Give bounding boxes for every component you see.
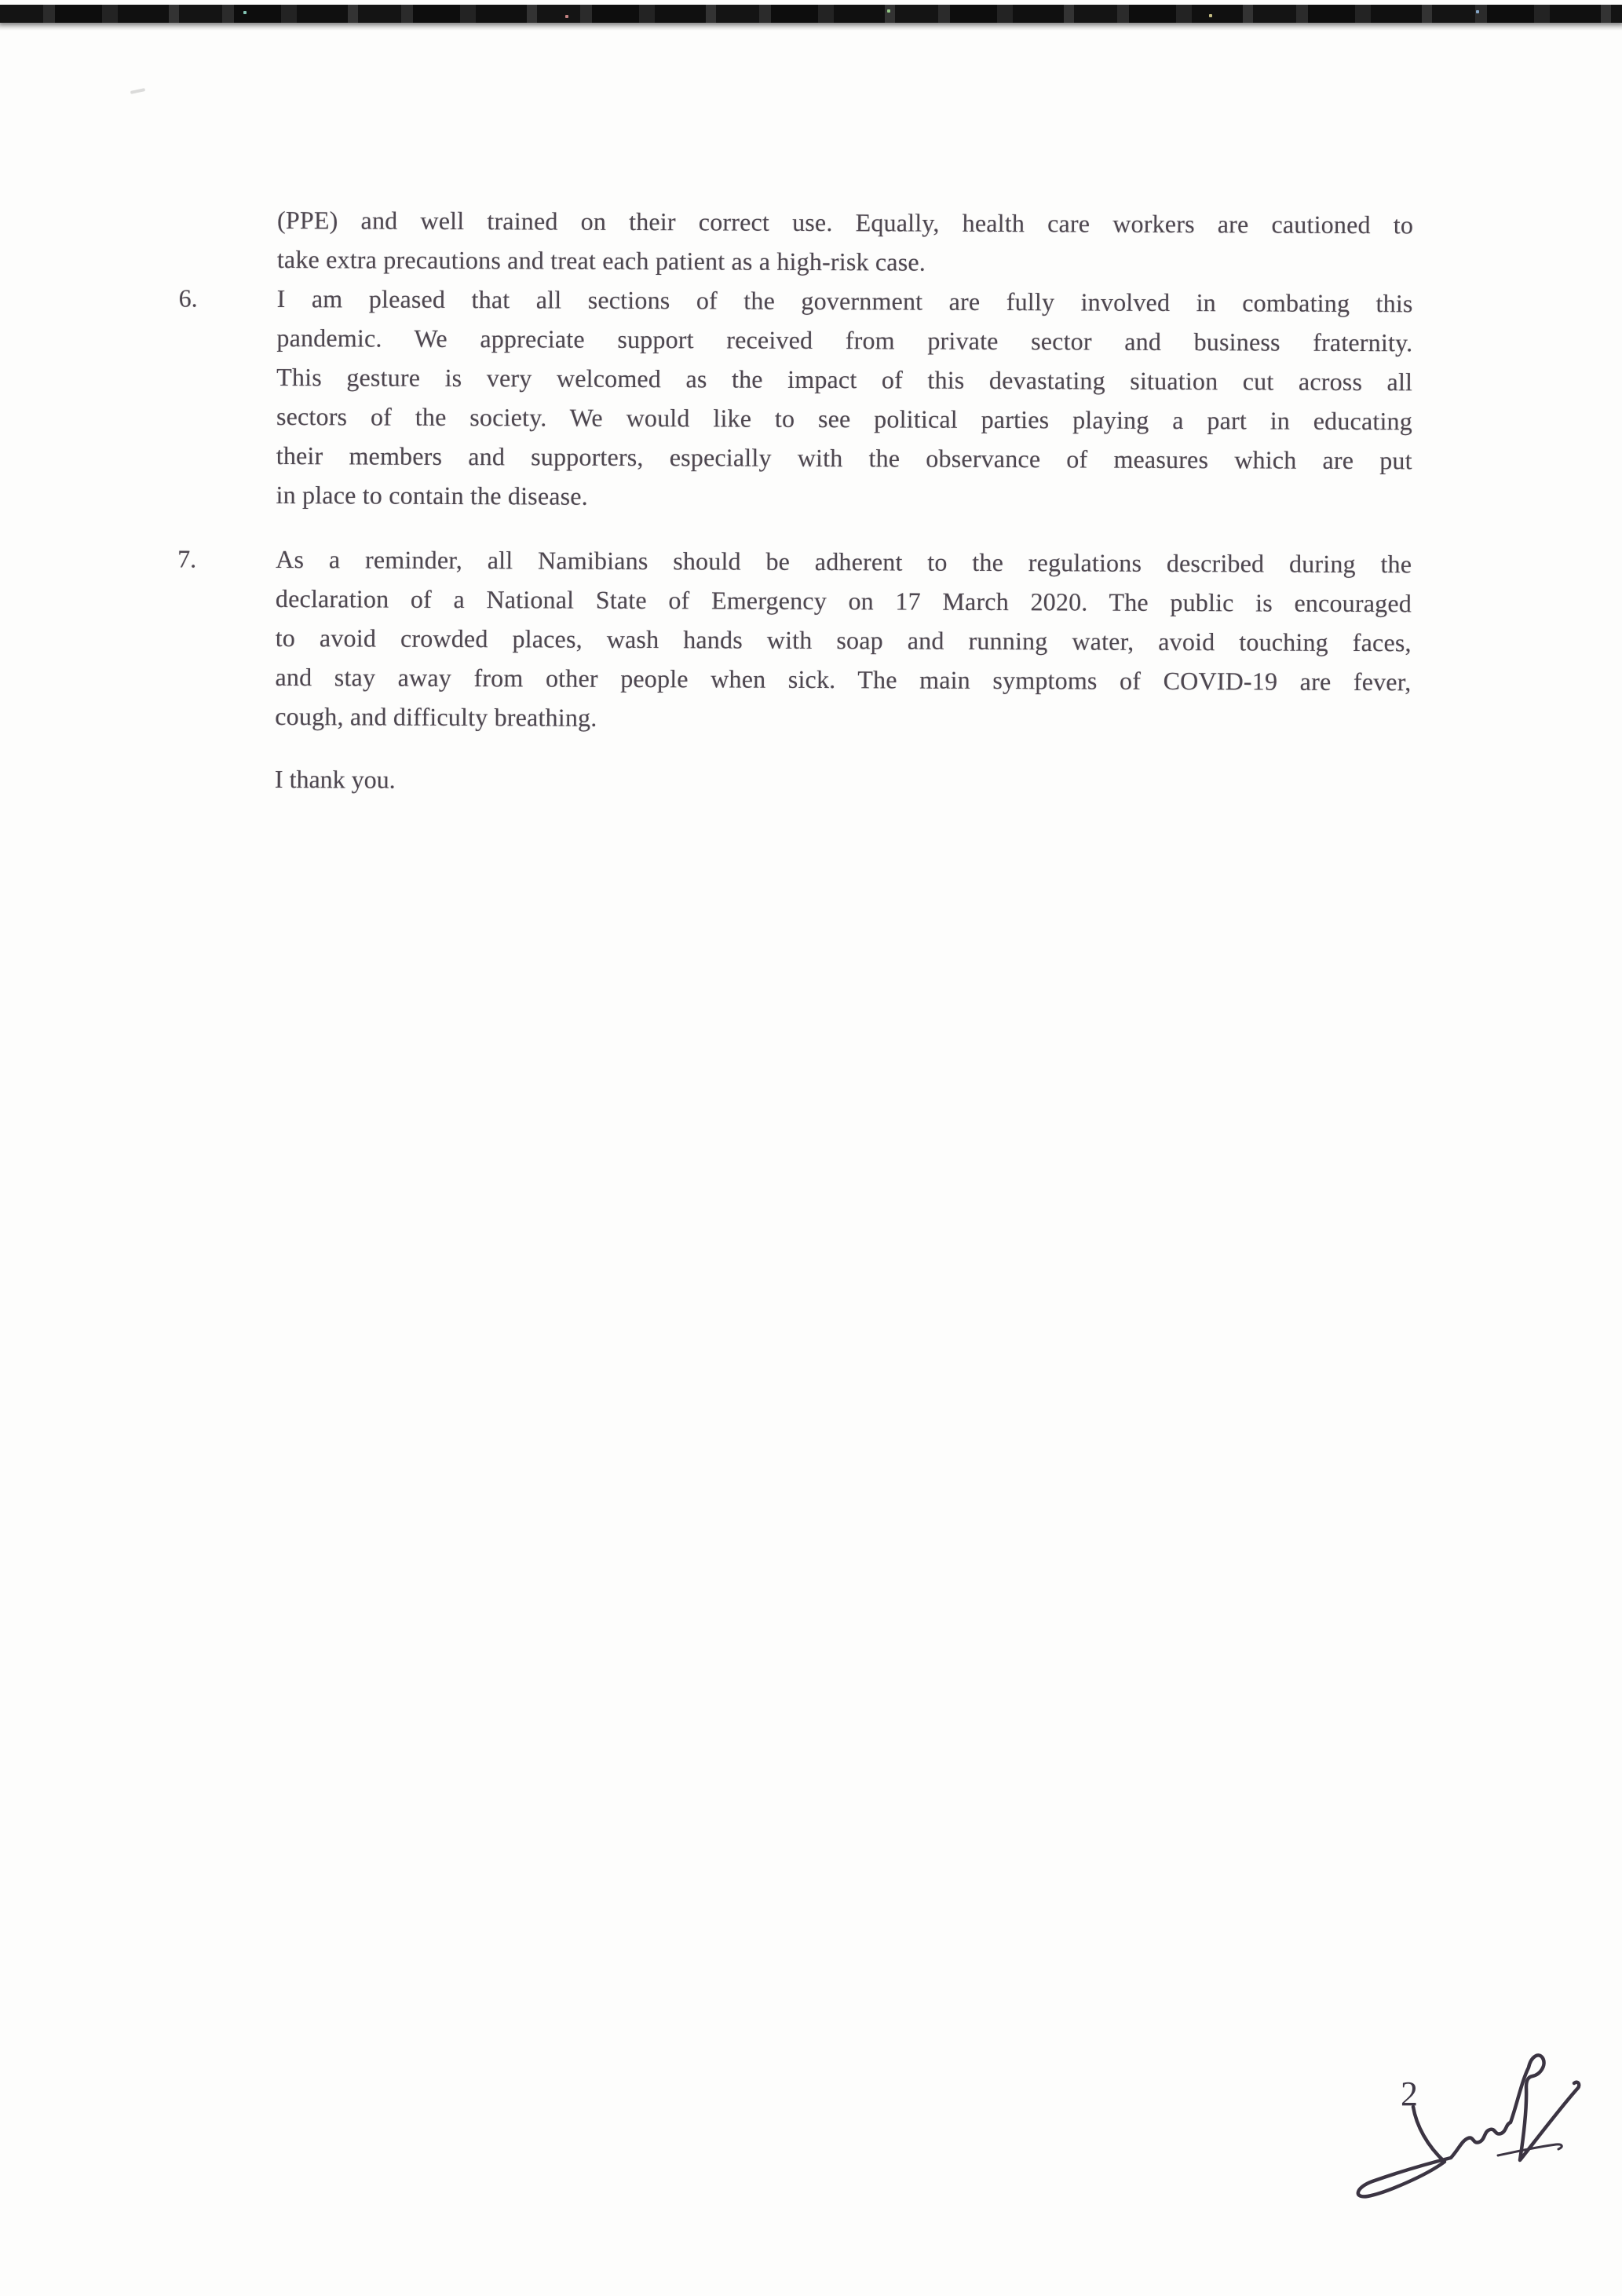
paragraph-line: in place to contain the disease.	[276, 480, 589, 510]
paragraph-number-6: 6.	[178, 283, 198, 313]
paragraph-continuation	[277, 200, 1413, 283]
paragraph-line: their members and supporters, especially with the observance of measures which are put	[276, 441, 1412, 475]
paragraph-line: I am pleased that all sections of the government are fully involved in combating this	[276, 283, 1413, 318]
paragraph-line: (PPE) and well trained on their correct use. Equally, health care workers are cautioned to	[277, 206, 1414, 239]
paragraph-line: pandemic. We appreciate support received from private sector and business fraternity.	[276, 323, 1413, 357]
page-number: 2	[1401, 2075, 1418, 2113]
paragraph-7	[275, 539, 1412, 740]
closing-line: I thank you.	[274, 764, 396, 794]
paragraph-line: declaration of a National State of Emergency on 17 March 2020. The public is encouraged	[275, 583, 1412, 618]
paragraph-line: sectors of the society. We would like to see political parties playing a part in educating	[276, 401, 1413, 436]
signature-scribble	[1335, 2030, 1594, 2265]
paragraph-line: This gesture is very welcomed as the impact of this devastating situation cut across all	[276, 362, 1413, 397]
paragraph-line: cough, and difficulty breathing.	[275, 701, 597, 732]
paragraph-line: take extra precautions and treat each patient as a high-risk case.	[276, 244, 926, 276]
paragraph-number-7: 7.	[177, 544, 197, 573]
paragraph-line: to avoid crowded places, wash hands with soap and running water, avoid touching faces,	[275, 623, 1412, 657]
paragraph-line: As a reminder, all Namibians should be adherent to the regulations described during the	[276, 544, 1412, 579]
paragraph-6	[276, 279, 1412, 519]
paragraph-line: and stay away from other people when sick. The main symptoms of COVID-19 are fever,	[275, 662, 1412, 696]
